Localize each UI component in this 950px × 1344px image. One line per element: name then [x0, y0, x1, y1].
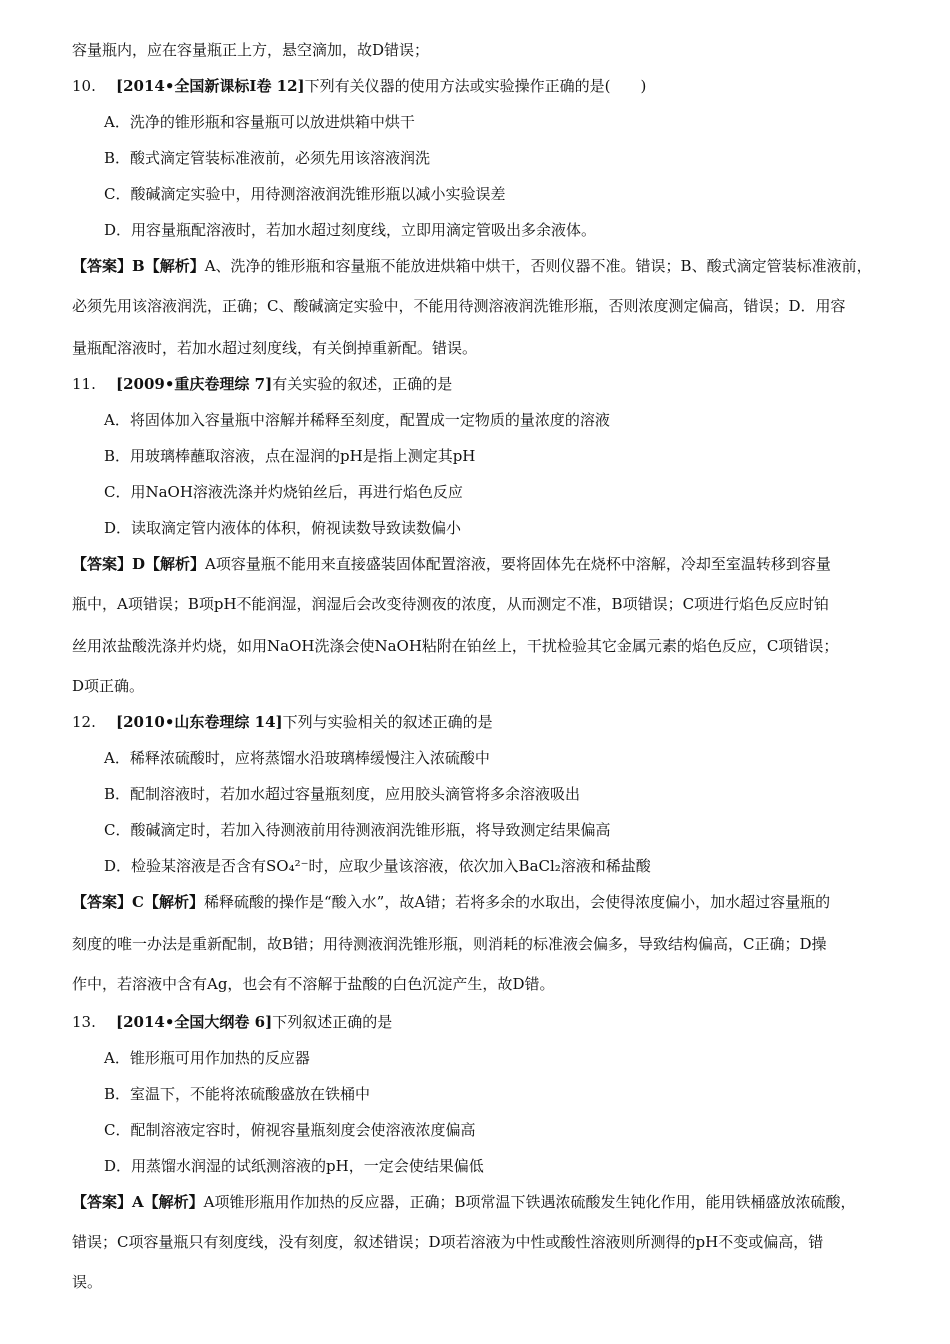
question-13-analysis-line-2: 错误；C项容量瓶只有刻度线，没有刻度，叙述错误；D项若溶液为中性或酸性溶液则所测得的pH不变或偏高，错 — [72, 1233, 824, 1251]
question-13-option-d: D．用蒸馏水润湿的试纸测溶液的pH，一定会使结果偏低 — [104, 1157, 484, 1175]
question-source: [2014•全国新课标Ⅰ卷 12] — [116, 77, 305, 95]
question-13-analysis-line-3: 误。 — [72, 1273, 103, 1291]
answer-label: 【答案】 — [72, 555, 133, 573]
question-11-option-c: C．用NaOH溶液洗涤并灼烧铂丝后，再进行焰色反应 — [104, 483, 463, 501]
analysis-text: 稀释硫酸的操作是“酸入水”，故A错；若将多余的水取出，会使得浓度偏小，加水超过容量瓶的 — [203, 893, 831, 911]
answer-value: D — [132, 555, 146, 573]
question-13-analysis-line-1 — [72, 1192, 884, 1212]
question-11-analysis-line-3: 丝用浓盐酸洗涤并灼烧，如用NaOH洗涤会使NaOH粘附在铂丝上，干扰检验其它金属元素的焰色反应，C项错误； — [72, 637, 839, 655]
question-number: 10. — [72, 77, 96, 95]
question-12-option-c: C．酸碱滴定时，若加入待测液前用待测液润洗锥形瓶，将导致测定结果偏高 — [104, 821, 611, 839]
question-number: 13. — [72, 1013, 96, 1031]
question-number: 12. — [72, 713, 96, 731]
answer-label: 【答案】 — [72, 1193, 133, 1211]
question-11-stem — [72, 374, 884, 394]
question-11-analysis-line-2: 瓶中，A项错误；B项pH不能润湿，润湿后会改变待测夜的浓度，从而测定不准，B项错误；C项进行焰色反应时铂 — [72, 595, 830, 613]
question-13-option-c: C．配制溶液定容时，俯视容量瓶刻度会使溶液浓度偏高 — [104, 1121, 476, 1139]
answer-label: 【答案】 — [72, 257, 133, 275]
question-11-option-b: B．用玻璃棒蘸取溶液，点在湿润的pH是指上测定其pH — [104, 447, 476, 465]
question-source: [2010•山东卷理综 14] — [116, 713, 283, 731]
question-10-option-c: C．酸碱滴定实验中，用待测溶液润洗锥形瓶以减小实验误差 — [104, 185, 506, 203]
question-11-analysis-line-1 — [72, 554, 884, 574]
question-12-stem — [72, 712, 884, 732]
question-12-option-b: B．配制溶液时，若加水超过容量瓶刻度，应用胶头滴管将多余溶液吸出 — [104, 785, 581, 803]
question-text: 下列有关仪器的使用方法或实验操作正确的是( ) — [304, 77, 647, 95]
question-10-option-b: B．酸式滴定管装标准液前，必须先用该溶液润洗 — [104, 149, 431, 167]
analysis-label: 【解析】 — [143, 893, 204, 911]
question-13-option-a: A．锥形瓶可用作加热的反应器 — [104, 1049, 310, 1067]
question-10-analysis-line-3: 量瓶配溶液时，若加水超过刻度线，有关倒掉重新配。错误。 — [72, 339, 478, 357]
question-12-option-a: A．稀释浓硫酸时，应将蒸馏水沿玻璃棒缓慢注入浓硫酸中 — [104, 749, 490, 767]
analysis-text: A、洗净的锥形瓶和容量瓶不能放进烘箱中烘干，否则仪器不准。错误；B、酸式滴定管装标准液前， — [204, 257, 872, 275]
answer-value: C — [132, 893, 144, 911]
question-12-analysis-line-2: 刻度的唯一办法是重新配制，故B错；用待测液润洗锥形瓶，则消耗的标准液会偏多，导致结构偏高，C正确；D操 — [72, 935, 827, 953]
analysis-label: 【解析】 — [143, 1193, 204, 1211]
analysis-text: A项容量瓶不能用来直接盛装固体配置溶液，要将固体先在烧杯中溶解，冷却至室温转移到容量 — [205, 555, 831, 573]
question-10-analysis-line-2: 必须先用该溶液润洗，正确；C、酸碱滴定实验中，不能用待测溶液润洗锥形瓶，否则浓度测定偏高，错误；D．用容 — [72, 297, 846, 315]
question-13-option-b: B．室温下，不能将浓硫酸盛放在铁桶中 — [104, 1085, 371, 1103]
question-source: [2014•全国大纲卷 6] — [116, 1013, 273, 1031]
question-13-stem — [72, 1012, 884, 1032]
analysis-text: A项锥形瓶用作加热的反应器，正确；B项常温下铁遇浓硫酸发生钝化作用，能用铁桶盛放浓硫酸， — [203, 1193, 856, 1211]
analysis-label: 【解析】 — [144, 257, 205, 275]
question-11-option-d: D．读取滴定管内液体的体积，俯视读数导致读数偏小 — [104, 519, 462, 537]
question-text: 下列叙述正确的是 — [272, 1013, 393, 1031]
question-12-analysis-line-3: 作中，若溶液中含有Ag，也会有不溶解于盐酸的白色沉淀产生，故D错。 — [72, 975, 555, 993]
question-11-option-a: A．将固体加入容量瓶中溶解并稀释至刻度，配置成一定物质的量浓度的溶液 — [104, 411, 610, 429]
answer-value: A — [132, 1193, 144, 1211]
question-source: [2009•重庆卷理综 7] — [116, 375, 273, 393]
question-10-option-a: A．洗净的锥形瓶和容量瓶可以放进烘箱中烘干 — [104, 113, 415, 131]
analysis-label: 【解析】 — [145, 555, 206, 573]
answer-value: B — [132, 257, 145, 275]
question-number: 11. — [72, 375, 96, 393]
question-text: 下列与实验相关的叙述正确的是 — [282, 713, 493, 731]
question-10-stem — [72, 76, 884, 96]
continuation-text: 容量瓶内，应在容量瓶正上方，悬空滴加，故D错误； — [72, 41, 430, 59]
question-10-option-d: D．用容量瓶配溶液时，若加水超过刻度线，立即用滴定管吸出多余液体。 — [104, 221, 597, 239]
question-11-analysis-line-4: D项正确。 — [72, 677, 145, 695]
question-12-analysis-line-1 — [72, 892, 884, 912]
question-10-analysis-line-1 — [72, 256, 884, 276]
answer-label: 【答案】 — [72, 893, 133, 911]
question-text: 有关实验的叙述，正确的是 — [272, 375, 453, 393]
question-12-option-d: D．检验某溶液是否含有SO₄²⁻时，应取少量该溶液，依次加入BaCl₂溶液和稀盐酸 — [104, 857, 651, 875]
